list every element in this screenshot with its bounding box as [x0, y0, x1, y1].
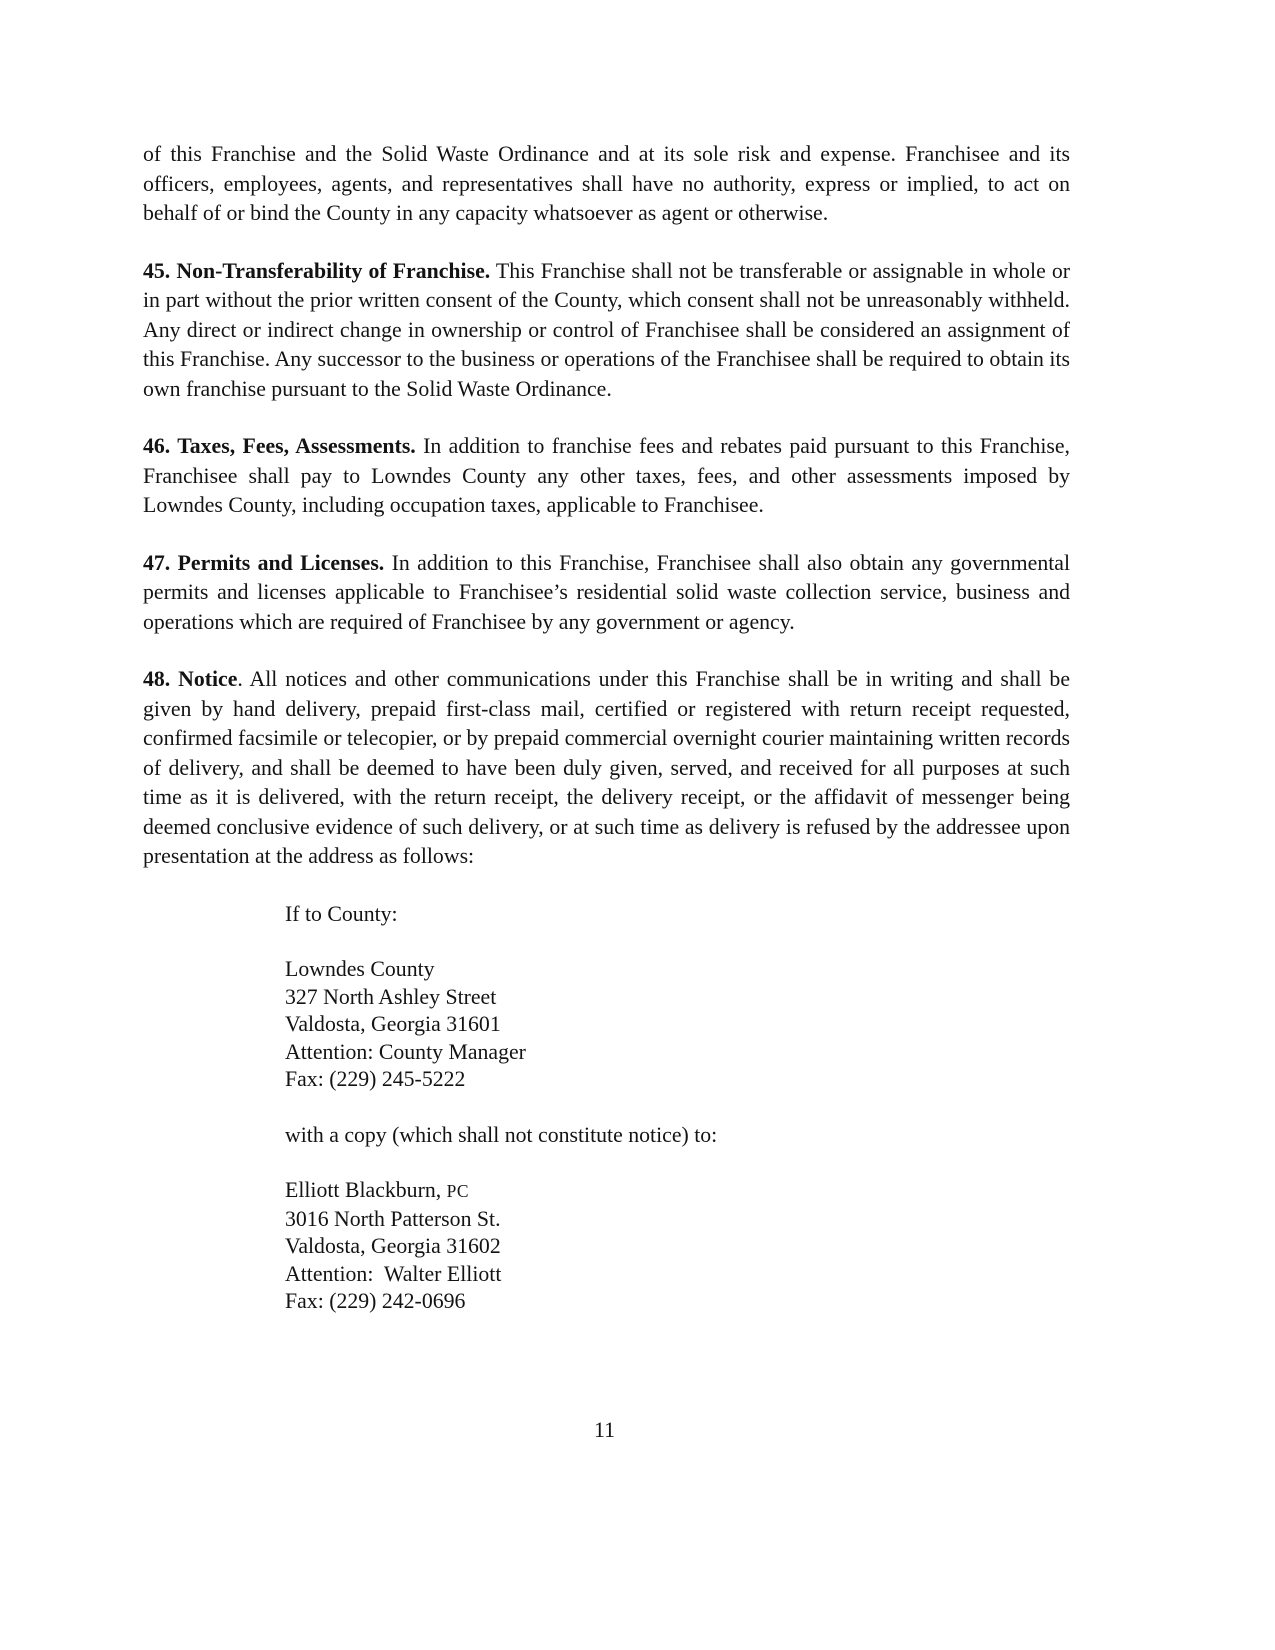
county-address-fax: Fax: (229) 245-5222 [285, 1067, 466, 1091]
section-46-text: In addition to franchise fees and rebates paid pursuant to this Franchise, Franchisee shall pay to Lowndes County any other taxes, fees, and other assessments imposed by Lowndes County, including occupation taxes, applicable to Franchisee. [143, 434, 1071, 517]
section-48-text: . All notices and other communications under this Franchise shall be in writing and shall be given by hand delivery, prepaid first-class mail, certified or registered with return receipt requested, confirmed facsimile or telecopier, or by prepaid commercial overnight courier maintaining written records of delivery, and shall be deemed to have been duly given, served, and received for all purposes at such time as it is delivered, with the return receipt, the delivery receipt, or the affidavit of messenger being deemed conclusive evidence of such delivery, or at such time as delivery is refused by the addressee upon presentation at the address as follows: [143, 667, 1071, 868]
county-address-city: Valdosta, Georgia 31601 [285, 1012, 501, 1036]
section-45-heading: 45. Non-Transferability of Franchise. [143, 258, 491, 283]
if-to-county-label: If to County: [285, 901, 398, 926]
county-address [285, 956, 1070, 1094]
paragraph-48-notice [143, 665, 1070, 872]
attorney-address-attention: Attention: Walter Elliott [285, 1261, 502, 1286]
section-47-heading: 47. Permits and Licenses. [143, 550, 385, 575]
paragraph-46-taxes-fees [143, 432, 1070, 521]
county-address-street: 327 North Ashley Street [285, 984, 497, 1009]
section-48-heading: 48. Notice [143, 667, 238, 691]
paragraph-45-non-transferability [143, 257, 1070, 405]
section-47-text: In addition to this Franchise, Franchisee shall also obtain any governmental permits and licenses applicable to Franchisee’s residential solid waste collection service, business and operations which are required of Franchisee by any government or agency. [143, 550, 1071, 634]
attorney-pc-suffix: PC [446, 1181, 469, 1201]
county-address-attention: Attention: County Manager [285, 1039, 526, 1064]
paragraph-continuation [143, 140, 1070, 229]
page-number: 11 [594, 1418, 615, 1442]
section-46-heading: 46. Taxes, Fees, Assessments. [143, 434, 416, 458]
paragraph-text: of this Franchise and the Solid Waste Ordinance and at its sole risk and expense. Franchisee and its officers, employees, agents, and representatives shall have no authority, express or implied, to act on behalf of or bind the County in any capacity whatsoever as agent or otherwise. [143, 142, 1070, 225]
attorney-address [285, 1177, 1070, 1316]
attorney-address-city: Valdosta, Georgia 31602 [285, 1234, 501, 1258]
attorney-address-street: 3016 North Patterson St. [285, 1206, 501, 1231]
county-address-name: Lowndes County [285, 957, 435, 981]
attorney-address-fax: Fax: (229) 242-0696 [285, 1289, 466, 1313]
copy-notice-label: with a copy (which shall not constitute notice) to: [285, 1122, 718, 1147]
attorney-name: Elliott Blackburn, [285, 1178, 442, 1202]
section-45-text: This Franchise shall not be transferable or assignable in whole or in part without the prior written consent of the County, which consent shall not be unreasonably withheld. Any direct or indirect change in ownership or control of Franchisee shall be considered an assignment of this Franchise. Any successor to the business or operations of the Franchisee shall be required to obtain its own franchise pursuant to the Solid Waste Ordinance. [143, 258, 1071, 401]
notice-address-block [285, 900, 1070, 1316]
attorney-address-name [285, 1177, 1070, 1206]
paragraph-47-permits-licenses [143, 549, 1070, 638]
